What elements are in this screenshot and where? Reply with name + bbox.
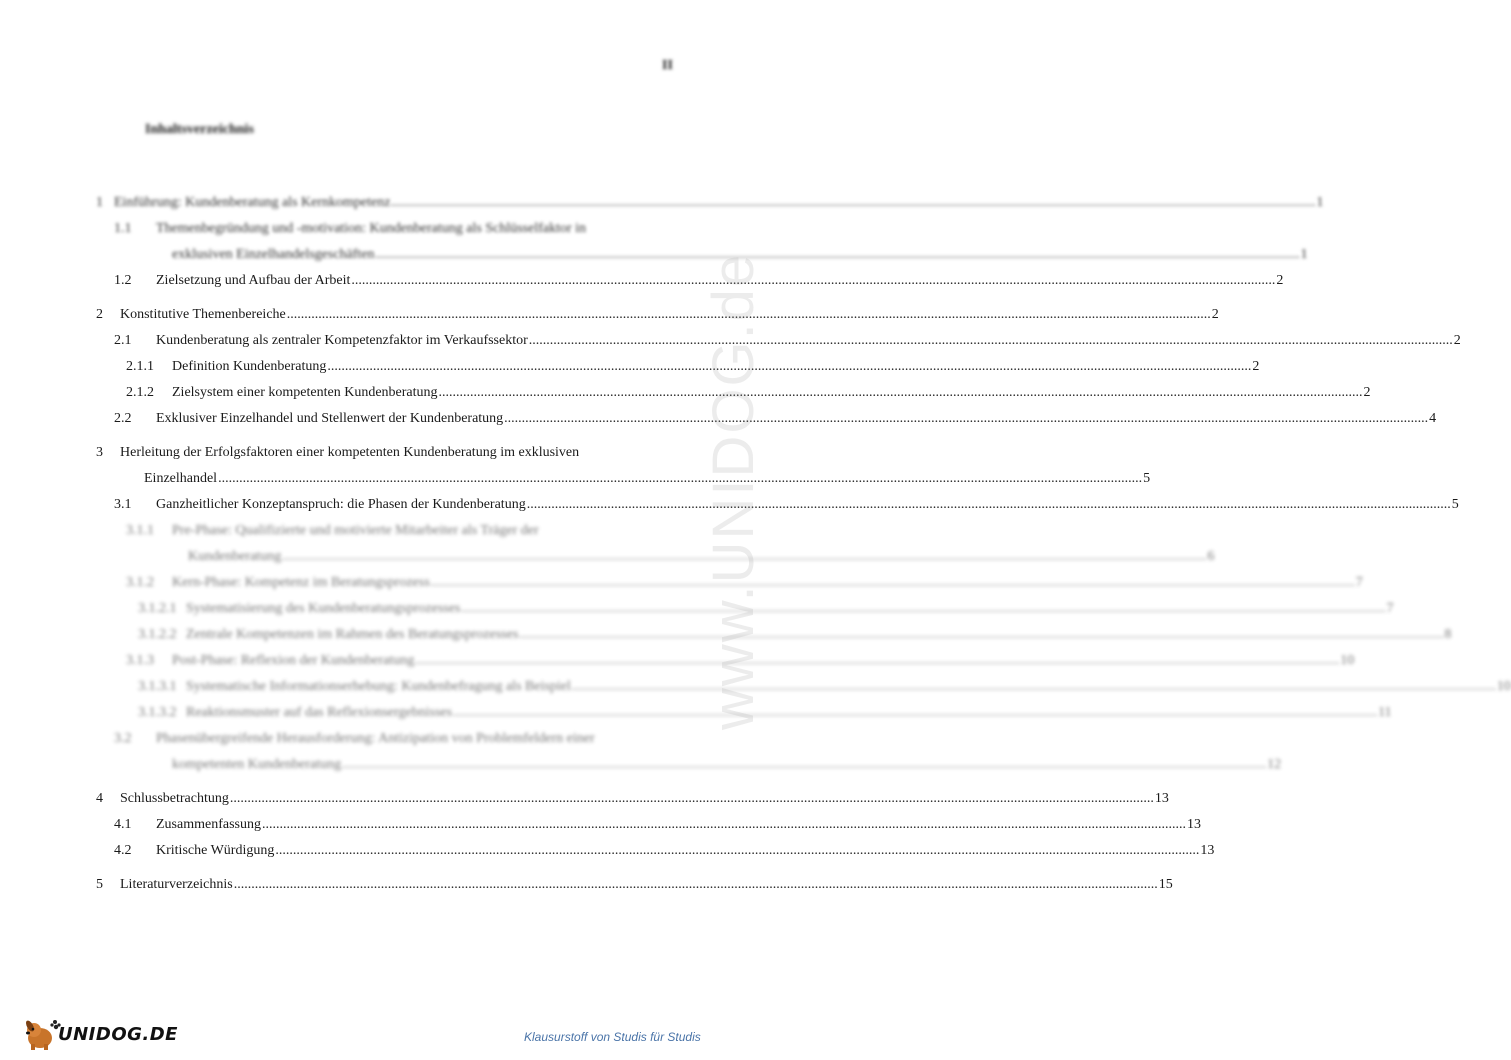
- toc-title: Kern-Phase: Kompetenz im Beratungsprozess: [172, 575, 430, 590]
- toc-number: 3.2: [114, 731, 132, 746]
- toc-number: 3.1: [114, 497, 132, 512]
- dot-leader: [218, 466, 1142, 492]
- toc-number: 3.1.2.2: [138, 627, 177, 642]
- toc-title: Ganzheitlicher Konzeptanspruch: die Phasen der Kundenberatung: [156, 497, 526, 512]
- toc-title: Exklusiver Einzelhandel und Stellenwert der Kundenberatung: [156, 411, 504, 426]
- toc-entry[interactable]: [96, 268, 1284, 294]
- toc-number: 1.1: [114, 221, 132, 236]
- dot-leader: [527, 492, 1451, 518]
- toc-entry[interactable]: [96, 406, 1437, 432]
- toc-number: 4.2: [114, 843, 132, 858]
- toc-title: Zielsetzung und Aufbau der Arbeit: [156, 273, 351, 288]
- toc-title-continued: Kundenberatung: [188, 549, 282, 564]
- dot-leader: [275, 838, 1199, 864]
- toc-entry[interactable]: [96, 380, 1371, 406]
- toc-entry[interactable]: [96, 216, 1308, 268]
- toc-title: Post-Phase: Reflexion der Kundenberatung: [172, 653, 415, 668]
- toc-page-number: 2: [1276, 273, 1284, 288]
- toc-entry[interactable]: [96, 190, 1324, 216]
- toc-page-number: 13: [1154, 791, 1169, 806]
- toc-page-number: 5: [1143, 471, 1151, 486]
- toc-entry[interactable]: [96, 570, 1363, 596]
- toc-entry[interactable]: [96, 786, 1169, 812]
- dot-leader: [453, 700, 1377, 726]
- dot-leader: [504, 406, 1428, 432]
- dot-leader: [262, 812, 1186, 838]
- dot-leader: [439, 380, 1363, 406]
- toc-entry[interactable]: [96, 648, 1355, 674]
- toc-entry[interactable]: [96, 596, 1394, 622]
- toc-page-number: 11: [1378, 705, 1392, 720]
- dog-icon: [22, 1016, 62, 1052]
- toc-title: Einführung: Kundenberatung als Kernkompetenz: [114, 195, 391, 210]
- toc-entry[interactable]: [96, 872, 1173, 898]
- toc-number: 3.1.2.1: [138, 601, 177, 616]
- toc-page-number: 2: [1363, 385, 1371, 400]
- toc-page-number: 7: [1355, 575, 1363, 590]
- toc-title: Systematisierung des Kundenberatungsprozesses: [186, 601, 461, 616]
- toc-entry[interactable]: [96, 700, 1392, 726]
- toc-number: 1.2: [114, 273, 132, 288]
- toc-title: Systematische Informationserhebung: Kundenbefragung als Beispiel: [186, 679, 571, 694]
- toc-title-continued: Einzelhandel: [144, 471, 218, 486]
- toc-number: 3.1.3.1: [138, 679, 177, 694]
- toc-entry[interactable]: [96, 328, 1461, 354]
- dot-leader: [376, 242, 1300, 268]
- toc-page-number: 12: [1267, 757, 1282, 772]
- toc-title: Zentrale Kompetenzen im Rahmen des Beratungsprozesses: [186, 627, 519, 642]
- toc-number: 2.1: [114, 333, 132, 348]
- toc-title: Konstitutive Themenbereiche: [120, 307, 286, 322]
- toc-number: 1: [96, 195, 103, 210]
- toc-page-number: 5: [1451, 497, 1459, 512]
- toc-title-continued: exklusiven Einzelhandelsgeschäften: [172, 247, 375, 262]
- toc-title: Pre-Phase: Qualifizierte und motivierte Mitarbeiter als Träger der: [172, 523, 539, 538]
- logo-text: UNIDOG.DE: [58, 1024, 178, 1045]
- toc-number: 2.1.1: [126, 359, 154, 374]
- toc-entry[interactable]: [96, 726, 1282, 778]
- dot-leader: [230, 786, 1154, 812]
- toc-number: 3: [96, 445, 103, 460]
- toc-page-number: 8: [1444, 627, 1452, 642]
- toc-title: Literaturverzeichnis: [120, 877, 233, 892]
- toc-number: 3.1.3.2: [138, 705, 177, 720]
- toc-page-number: 2: [1453, 333, 1461, 348]
- toc-page-number: 1: [1316, 195, 1324, 210]
- page-number: II: [662, 58, 673, 73]
- dot-leader: [415, 648, 1339, 674]
- toc-number: 3.1.2: [126, 575, 154, 590]
- dot-leader: [462, 596, 1386, 622]
- dot-leader: [327, 354, 1251, 380]
- toc-number: 3.1.3: [126, 653, 154, 668]
- toc-title: Schlussbetrachtung: [120, 791, 229, 806]
- toc-page-number: 13: [1186, 817, 1201, 832]
- toc-page-number: 4: [1429, 411, 1437, 426]
- toc-number: 2.2: [114, 411, 132, 426]
- toc-title: Herleitung der Erfolgsfaktoren einer kompetenten Kundenberatung im exklusiven: [120, 445, 580, 460]
- toc-title: Kritische Würdigung: [156, 843, 275, 858]
- toc-page-number: 15: [1158, 877, 1173, 892]
- toc-number: 4: [96, 791, 103, 806]
- footer-tagline: Klausurstoff von Studis für Studis: [524, 1030, 701, 1044]
- dot-leader: [391, 190, 1315, 216]
- dot-leader: [529, 328, 1453, 354]
- unidog-logo[interactable]: [22, 1016, 178, 1052]
- dot-leader: [431, 570, 1355, 596]
- dot-leader: [351, 268, 1275, 294]
- toc-page-number: 10: [1496, 679, 1511, 694]
- toc-title: Themenbegründung und -motivation: Kundenberatung als Schlüsselfaktor in: [156, 221, 587, 236]
- toc-title: Reaktionsmuster auf das Reflexionsergebnisses: [186, 705, 453, 720]
- toc-entry[interactable]: [96, 492, 1459, 518]
- toc-entry[interactable]: [96, 440, 1151, 492]
- toc-entry[interactable]: [96, 302, 1219, 328]
- toc-number: 4.1: [114, 817, 132, 832]
- toc-number: 2: [96, 307, 103, 322]
- toc-number: 5: [96, 877, 103, 892]
- toc-entry[interactable]: [96, 354, 1260, 380]
- toc-title: Definition Kundenberatung: [172, 359, 327, 374]
- toc-title: Zielsystem einer kompetenten Kundenberatung: [172, 385, 438, 400]
- toc-page-number: 6: [1207, 549, 1215, 564]
- toc-heading: Inhaltsverzeichnis: [145, 122, 254, 137]
- toc-page-number: 10: [1340, 653, 1355, 668]
- toc-title: Kundenberatung als zentraler Kompetenzfaktor im Verkaufssektor: [156, 333, 528, 348]
- toc-page-number: 13: [1200, 843, 1215, 858]
- dot-leader: [342, 752, 1266, 778]
- toc-number: 2.1.2: [126, 385, 154, 400]
- toc-page-number: 1: [1300, 247, 1308, 262]
- toc-title: Zusammenfassung: [156, 817, 261, 832]
- toc-page-number: 2: [1252, 359, 1260, 374]
- toc-entry[interactable]: [96, 518, 1215, 570]
- toc-entry[interactable]: [96, 812, 1201, 838]
- toc-entry[interactable]: [96, 622, 1452, 648]
- toc-entry[interactable]: [96, 674, 1511, 700]
- toc-number: 3.1.1: [126, 523, 154, 538]
- dot-leader: [519, 622, 1443, 648]
- toc-page-number: 2: [1211, 307, 1219, 322]
- toc-page-number: 7: [1386, 601, 1394, 616]
- watermark: www.UNIDOG.de: [701, 252, 766, 730]
- toc-title: Phasenübergreifende Herausforderung: Antizipation von Problemfeldern einer: [156, 731, 595, 746]
- dot-leader: [234, 872, 1158, 898]
- toc-entry[interactable]: [96, 838, 1215, 864]
- toc-title-continued: kompetenten Kundenberatung: [172, 757, 342, 772]
